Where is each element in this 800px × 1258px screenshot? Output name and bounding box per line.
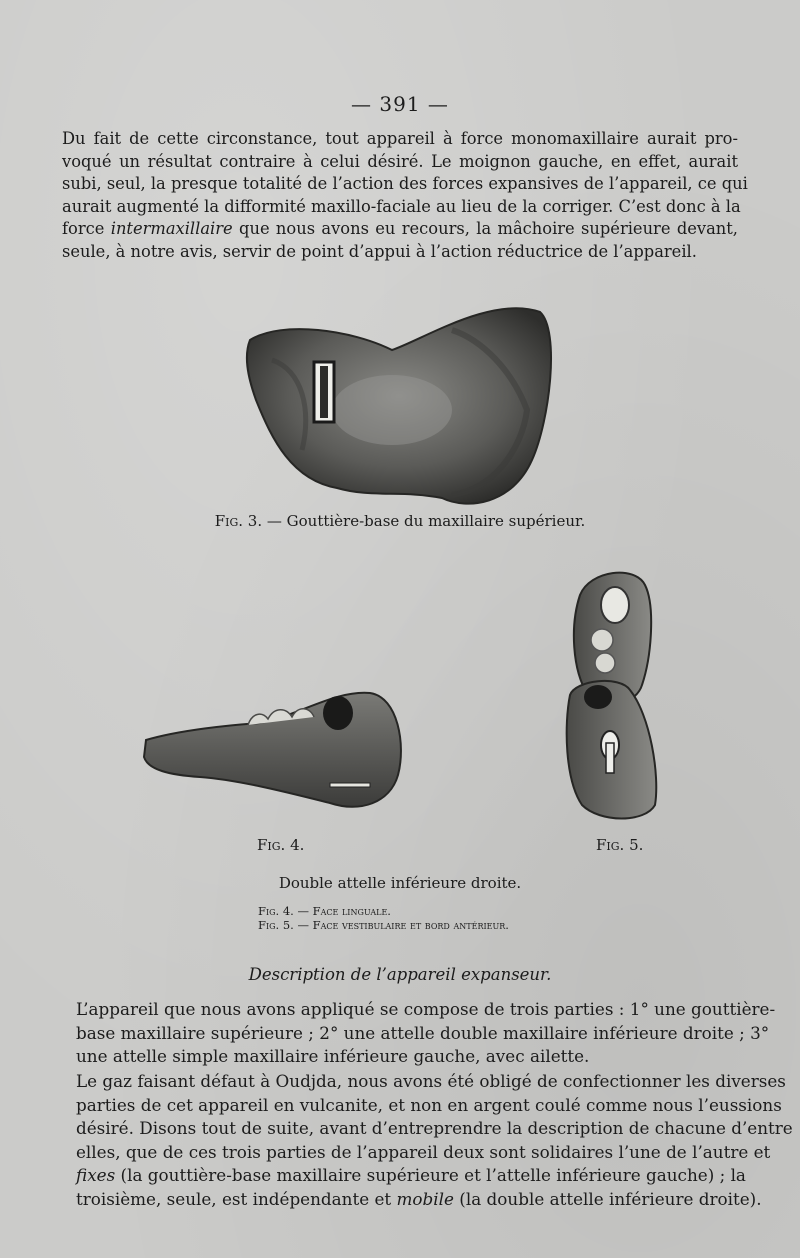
- emphasis-mobile: mobile: [396, 1188, 454, 1209]
- legend-item: Fig. 4. — Face linguale.: [258, 904, 391, 918]
- text-line: Du fait de cette circonstance, tout appareil à force monomaxillaire aurait pro-: [62, 129, 738, 148]
- figure-4-illustration: [140, 685, 410, 815]
- figure-5-label: Fig. 5.: [596, 836, 644, 854]
- text-line: Le gaz faisant défaut à Oudjda, nous avons été obligé de confectionner les diverses: [76, 1071, 786, 1091]
- text-fragment: troisième, seule, est indépendante et: [76, 1188, 392, 1209]
- paragraph-composition: [76, 998, 776, 1069]
- section-title: Description de l’appareil expanseur.: [248, 965, 552, 984]
- double-splint-caption: Double attelle inférieure droite.: [278, 874, 522, 892]
- emphasis-intermaxillaire: intermaxillaire: [110, 219, 233, 239]
- text-line: parties de cet appareil en vulcanite, et non en argent coulé comme nous l’eussions: [76, 1094, 782, 1115]
- page-number: — 391 —: [351, 92, 449, 116]
- text-line: [62, 218, 738, 241]
- text-line: désiré. Disons tout de suite, avant d’entreprendre la description de chacune d’entre: [76, 1118, 793, 1138]
- emphasis-fixes: fixes: [76, 1165, 116, 1185]
- text-line: une attelle simple maxillaire inférieure gauche, avec ailette.: [76, 1046, 590, 1066]
- paragraph-intro: [62, 128, 748, 264]
- text-line: [76, 1188, 762, 1212]
- text-fragment: (la gouttière-base maxillaire supérieure et l’attelle inférieure gauche) ; la: [120, 1165, 746, 1185]
- paragraph-materials: [76, 1070, 793, 1211]
- figure-4-label: Fig. 4.: [257, 836, 305, 854]
- figure-3-caption: [0, 512, 800, 530]
- text-line: subi, seul, la presque totalité de l’action des forces expansives de l’appareil, ce qui: [62, 174, 748, 194]
- text-fragment: (la double attelle inférieure droite).: [459, 1188, 762, 1209]
- text-line: voqué un résultat contraire à celui désiré. Le moignon gauche, en effet, aurait: [62, 151, 738, 171]
- figure-legend: [258, 904, 509, 932]
- text-fragment: que nous avons eu recours, la mâchoire supérieure devant,: [239, 219, 738, 239]
- text-line: base maxillaire supérieure ; 2° une attelle double maxillaire inférieure droite ; 3°: [76, 1022, 770, 1043]
- text-line: L’appareil que nous avons appliqué se compose de trois parties : 1° une gouttière-: [76, 999, 776, 1019]
- text-line: seule, à notre avis, servir de point d’appui à l’action réductrice de l’appareil.: [62, 241, 697, 261]
- text-fragment: force: [62, 219, 105, 239]
- figure-3-label: Fig. 3.: [214, 512, 263, 530]
- text-line: [76, 1164, 746, 1188]
- figure-3-illustration: [242, 300, 562, 510]
- text-line: elles, que de ces trois parties de l’appareil deux sont solidaires l’une de l’autre et: [76, 1141, 771, 1162]
- legend-item: Fig. 5. — Face vestibulaire et bord antérieur.: [258, 918, 509, 932]
- text-line: aurait augmenté la difformité maxillo-faciale au lieu de la corriger. C’est donc à la: [62, 196, 741, 216]
- figure-5-illustration: [560, 565, 670, 825]
- figure-3-caption-text: — Gouttière-base du maxillaire supérieur.: [266, 512, 586, 530]
